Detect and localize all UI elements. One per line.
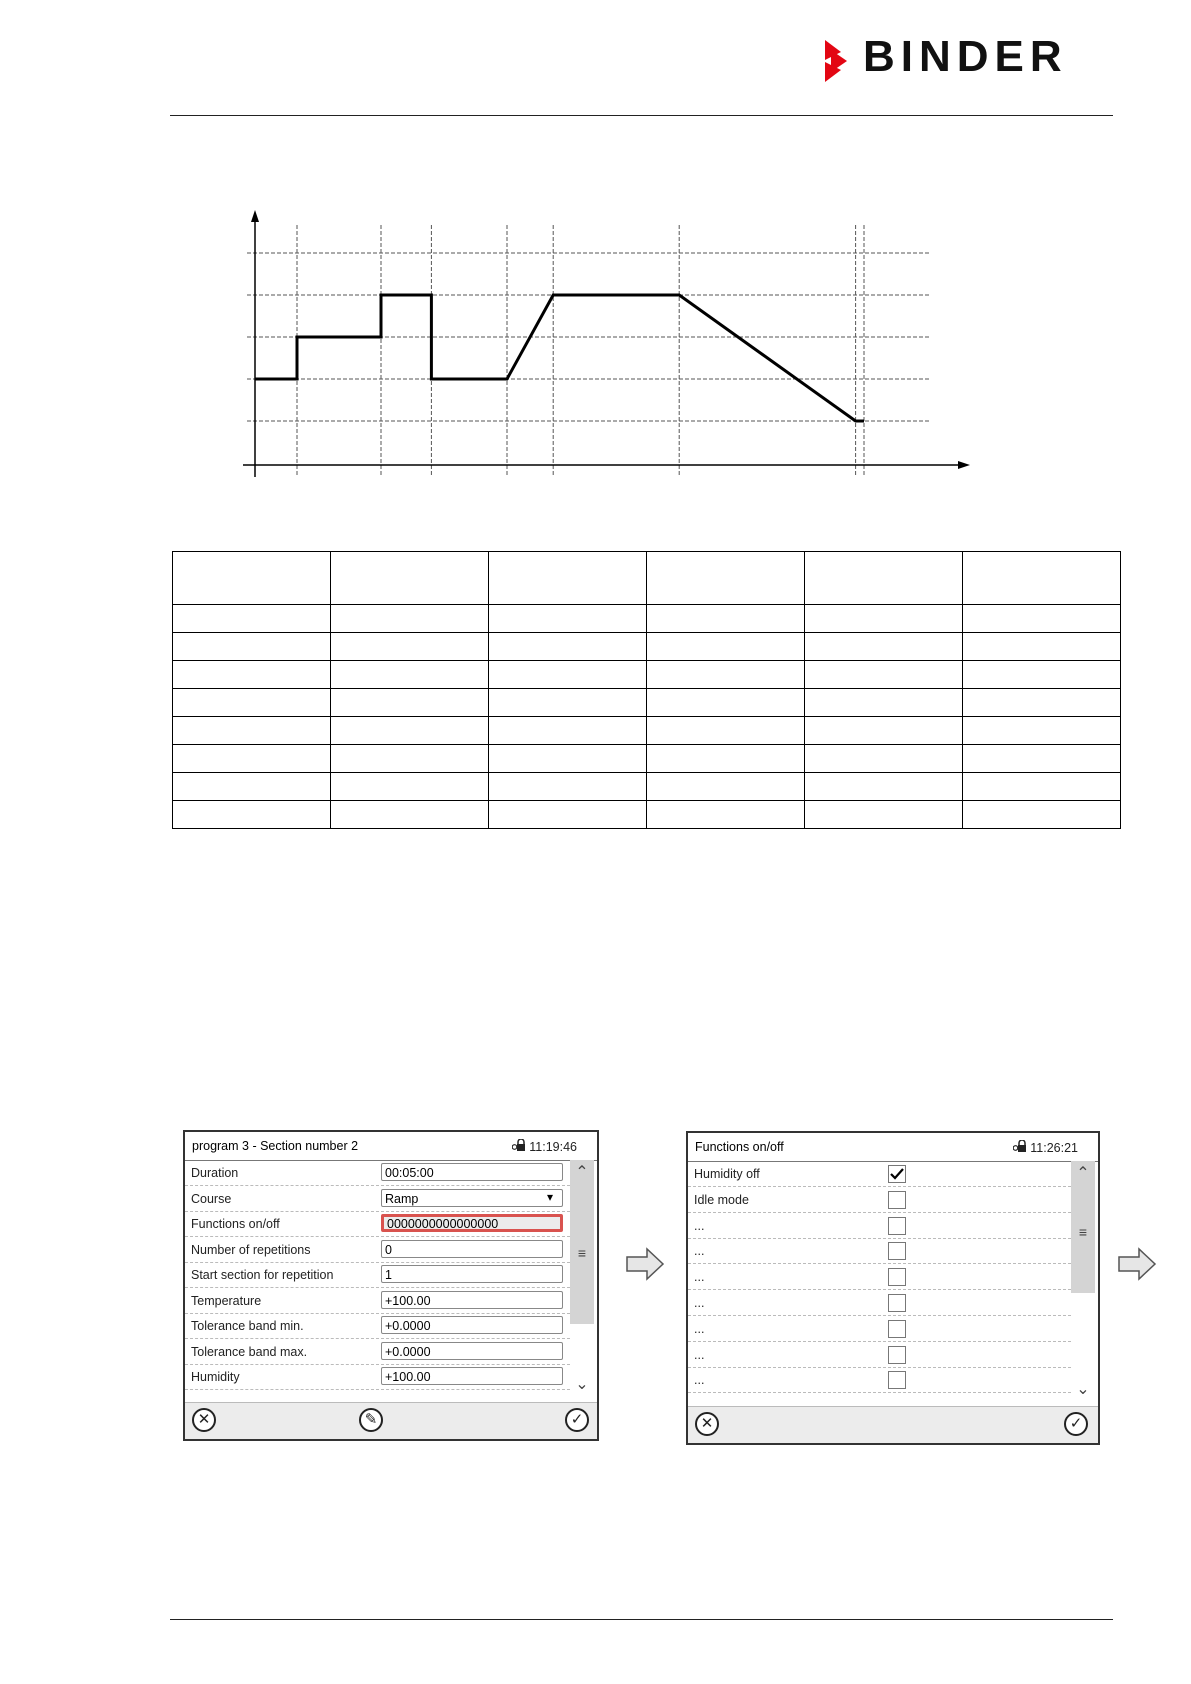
function-checkbox[interactable] <box>888 1320 906 1338</box>
parameter-label: Duration <box>191 1166 239 1180</box>
table-cell <box>647 633 805 661</box>
function-checkbox[interactable] <box>888 1268 906 1286</box>
chevron-down-icon[interactable]: ▾ <box>547 1189 554 1204</box>
parameter-field[interactable]: +100.00 <box>381 1291 563 1309</box>
parameter-field[interactable]: 1 <box>381 1265 563 1283</box>
program-section-screen <box>183 1130 599 1441</box>
menu-icon[interactable]: ≡ <box>577 1245 587 1261</box>
program-chart <box>230 210 970 480</box>
table-cell <box>173 633 331 661</box>
arrow-right-icon <box>625 1247 667 1281</box>
parameter-label: Tolerance band max. <box>191 1344 308 1359</box>
table-row <box>173 745 1121 773</box>
program-table <box>172 551 1121 829</box>
table-cell <box>647 745 805 773</box>
table-cell <box>331 773 489 801</box>
table-cell <box>331 552 489 605</box>
table-header-row <box>173 552 1121 605</box>
scrollbar[interactable] <box>570 1160 594 1396</box>
table-cell <box>173 605 331 633</box>
function-label: Idle mode <box>694 1192 749 1207</box>
table-cell <box>173 661 331 689</box>
table-cell <box>489 745 647 773</box>
parameter-label: Start section for repetition <box>191 1268 334 1282</box>
menu-icon[interactable]: ≡ <box>1078 1224 1088 1240</box>
table-cell <box>331 689 489 717</box>
function-label: ... <box>694 1270 705 1285</box>
screen-bottom-bar <box>185 1402 597 1439</box>
table-row <box>173 605 1121 633</box>
table-cell <box>331 801 489 829</box>
parameter-label: Course <box>191 1191 232 1206</box>
parameter-row <box>185 1313 570 1339</box>
parameter-label: Humidity <box>191 1370 240 1384</box>
table-cell <box>173 689 331 717</box>
table-cell <box>805 717 963 745</box>
table-cell <box>173 745 331 773</box>
table-cell <box>963 689 1121 717</box>
table-cell <box>647 552 805 605</box>
function-row <box>688 1213 1071 1239</box>
scrollbar[interactable] <box>1071 1161 1095 1401</box>
table-cell <box>963 661 1121 689</box>
scroll-thumb[interactable] <box>570 1160 594 1324</box>
edit-icon[interactable]: ✎ <box>359 1408 383 1432</box>
cancel-icon[interactable]: ✕ <box>192 1408 216 1432</box>
function-checkbox[interactable] <box>888 1217 906 1235</box>
table-cell <box>805 745 963 773</box>
function-row <box>688 1367 1071 1393</box>
parameter-field[interactable]: 0 <box>381 1240 563 1258</box>
parameter-row <box>185 1262 570 1288</box>
table-cell <box>963 773 1121 801</box>
parameter-row <box>185 1237 570 1263</box>
table-cell <box>489 661 647 689</box>
table-row <box>173 661 1121 689</box>
screen-title: program 3 - Section number 2 <box>192 1139 359 1153</box>
table-cell <box>963 801 1121 829</box>
clock <box>512 1139 577 1154</box>
table-cell <box>331 745 489 773</box>
table-cell <box>805 605 963 633</box>
table-cell <box>805 552 963 605</box>
table-cell <box>805 773 963 801</box>
parameter-row <box>185 1186 570 1212</box>
parameter-field[interactable]: +100.00 <box>381 1367 563 1385</box>
function-row <box>688 1187 1071 1213</box>
function-label: ... <box>694 1244 705 1259</box>
confirm-icon[interactable]: ✓ <box>1064 1412 1088 1436</box>
parameter-label: Tolerance band min. <box>191 1319 304 1333</box>
function-row <box>688 1238 1071 1264</box>
function-checkbox[interactable] <box>888 1191 906 1209</box>
table-cell <box>805 689 963 717</box>
table-cell <box>805 801 963 829</box>
table-cell <box>647 801 805 829</box>
parameter-field[interactable]: 00:05:00 <box>381 1163 563 1181</box>
function-label: Humidity off <box>694 1167 760 1181</box>
table-cell <box>173 552 331 605</box>
table-cell <box>489 689 647 717</box>
clock <box>1013 1140 1078 1155</box>
table-cell <box>331 605 489 633</box>
chevron-up-icon[interactable]: ⌃ <box>1076 1165 1090 1182</box>
parameter-label: Number of repetitions <box>191 1242 311 1257</box>
cancel-icon[interactable]: ✕ <box>695 1412 719 1436</box>
lock-icon <box>1013 1140 1027 1152</box>
parameter-field[interactable]: +0.0000 <box>381 1342 563 1360</box>
table-cell <box>805 633 963 661</box>
function-label: ... <box>694 1373 705 1388</box>
table-row <box>173 773 1121 801</box>
table-cell <box>331 717 489 745</box>
table-cell <box>489 605 647 633</box>
function-label: ... <box>694 1347 705 1362</box>
function-row <box>688 1342 1071 1368</box>
parameter-field[interactable]: +0.0000 <box>381 1316 563 1334</box>
parameter-row <box>185 1364 570 1390</box>
brand-name: BINDER <box>863 32 1068 81</box>
binder-logo-mark-icon <box>823 40 849 82</box>
arrow-right-icon <box>1117 1247 1159 1281</box>
function-row <box>688 1161 1071 1187</box>
function-checkbox[interactable] <box>888 1346 906 1364</box>
table-cell <box>331 633 489 661</box>
clock-time: 11:19:46 <box>529 1140 577 1154</box>
table-cell <box>647 717 805 745</box>
table-cell <box>963 717 1121 745</box>
screen-title-bar <box>688 1133 1098 1162</box>
table-row <box>173 801 1121 829</box>
table-cell <box>805 661 963 689</box>
table-cell <box>331 661 489 689</box>
table-cell <box>489 801 647 829</box>
binder-logo <box>823 32 1123 86</box>
parameter-row <box>185 1211 570 1237</box>
function-row <box>688 1264 1071 1290</box>
y-axis-arrow-icon <box>251 210 259 222</box>
table-cell <box>489 633 647 661</box>
chevron-down-icon[interactable]: ⌄ <box>575 1376 589 1393</box>
parameter-row <box>185 1288 570 1314</box>
function-checkbox[interactable] <box>888 1294 906 1312</box>
table-row <box>173 717 1121 745</box>
program-curve <box>255 295 864 421</box>
parameter-row <box>185 1160 570 1186</box>
screen-title: Functions on/off <box>695 1140 784 1154</box>
table-cell <box>647 605 805 633</box>
x-axis-arrow-icon <box>958 461 970 469</box>
clock-time: 11:26:21 <box>1030 1141 1078 1155</box>
table-cell <box>963 605 1121 633</box>
table-cell <box>489 717 647 745</box>
function-row <box>688 1290 1071 1316</box>
table-cell <box>963 633 1121 661</box>
table-cell <box>489 773 647 801</box>
chevron-up-icon[interactable]: ⌃ <box>575 1164 589 1181</box>
table-cell <box>647 689 805 717</box>
confirm-icon[interactable]: ✓ <box>565 1408 589 1432</box>
parameter-field[interactable]: 0000000000000000 <box>381 1214 563 1232</box>
checkmark-icon <box>889 1166 905 1182</box>
parameter-label: Temperature <box>191 1293 262 1308</box>
function-label: ... <box>694 1321 705 1336</box>
function-row <box>688 1316 1071 1342</box>
footer-rule <box>170 1619 1113 1620</box>
lock-icon <box>512 1139 526 1151</box>
function-label: ... <box>694 1218 705 1233</box>
function-checkbox[interactable] <box>888 1242 906 1260</box>
table-cell <box>647 773 805 801</box>
table-cell <box>647 661 805 689</box>
table-cell <box>173 717 331 745</box>
table-row <box>173 689 1121 717</box>
table-cell <box>963 745 1121 773</box>
table-cell <box>173 773 331 801</box>
function-label: ... <box>694 1296 705 1310</box>
course-select[interactable]: Ramp <box>381 1189 563 1207</box>
table-cell <box>489 552 647 605</box>
functions-screen <box>686 1131 1100 1445</box>
header-rule <box>170 115 1113 116</box>
parameter-label: Functions on/off <box>191 1217 280 1231</box>
function-checkbox[interactable] <box>888 1165 906 1183</box>
table-cell <box>173 801 331 829</box>
function-checkbox[interactable] <box>888 1371 906 1389</box>
screen-bottom-bar <box>688 1406 1098 1443</box>
parameter-row <box>185 1339 570 1365</box>
chevron-down-icon[interactable]: ⌄ <box>1076 1381 1090 1398</box>
table-cell <box>963 552 1121 605</box>
screen-title-bar <box>185 1132 597 1161</box>
table-row <box>173 633 1121 661</box>
